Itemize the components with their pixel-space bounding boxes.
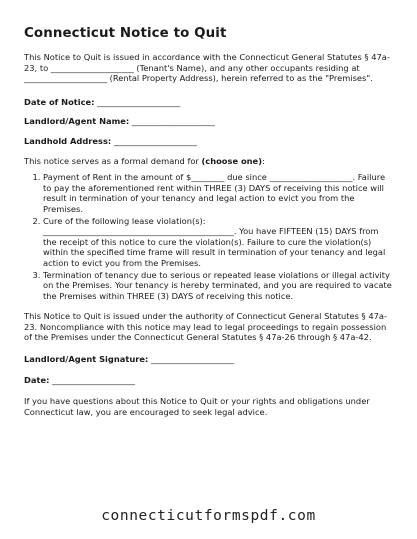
date-field — [24, 375, 393, 386]
demand-text: This notice serves as a formal demand for — [24, 155, 202, 166]
landhold-address-label: Landhold Address: — [24, 135, 112, 146]
date-of-notice-blank: ____________________ — [97, 96, 181, 107]
document-title: Connecticut Notice to Quit — [24, 26, 227, 41]
landlord-name-label: Landlord/Agent Name: — [24, 116, 130, 127]
date-of-notice-label: Date of Notice: — [24, 96, 95, 107]
demand-choose-one: (choose one) — [201, 155, 262, 166]
date-of-notice-field — [24, 97, 393, 108]
demand-sentence — [24, 156, 393, 167]
signature-label: Landlord/Agent Signature: — [24, 354, 149, 365]
landlord-name-blank: ____________________ — [131, 116, 215, 127]
demand-options-list — [24, 172, 393, 301]
signature-blank: ____________________ — [150, 354, 234, 365]
closing-paragraph: If you have questions about this Notice to Quit or your rights and obligations under Connecticut law, you are encouraged to seek legal advice. — [24, 396, 370, 417]
landhold-address-blank: ____________________ — [113, 135, 197, 146]
signature-field — [24, 354, 393, 365]
landhold-address-field — [24, 136, 393, 147]
demand-colon: : — [261, 155, 265, 166]
option-cure-violation: 2. Cure of the following lease violation(s): ______________________________________________. You have FIFTEEN (15) DAYS from the receipt of this notice to cure the violation(s). Failure to cure the violation(s) within the specified time frame will result in termination of your tenancy and legal action to evict you from the Premises. — [43, 216, 393, 269]
date-label: Date: — [24, 374, 50, 385]
authority-paragraph: This Notice to Quit is issued under the authority of Connecticut General Statutes § 47a-23. Noncompliance with this notice may lead to legal proceedings to regain possession of the Premises under the Connecticut General Statutes § 47a-26 through § 47a-42. — [24, 311, 387, 343]
intro-paragraph: This Notice to Quit is issued in accordance with the Connecticut General Statutes § 47a-23, to ____________________ (Tenant's Name), and any other occupants residing at ____________________ (Rental Property Address), herein referred to as the "Premises". — [24, 52, 390, 84]
landlord-name-field — [24, 116, 393, 127]
option-termination: 3. Termination of tenancy due to serious or repeated lease violations or illegal activity on the Premises. Your tenancy is hereby terminated, and you are required to vacate the Premises within THREE (3) DAYS of receiving this notice. — [43, 270, 393, 302]
site-watermark: connecticutformspdf.com — [101, 508, 316, 524]
option-payment-of-rent: 1. Payment of Rent in the amount of $________ due since ____________________. Failure to pay the aforementioned rent within THREE (3) DAYS of receiving this notice will result in termination of your tenancy and legal action to evict you from the Premises. — [43, 172, 393, 214]
date-blank: ____________________ — [52, 374, 136, 385]
